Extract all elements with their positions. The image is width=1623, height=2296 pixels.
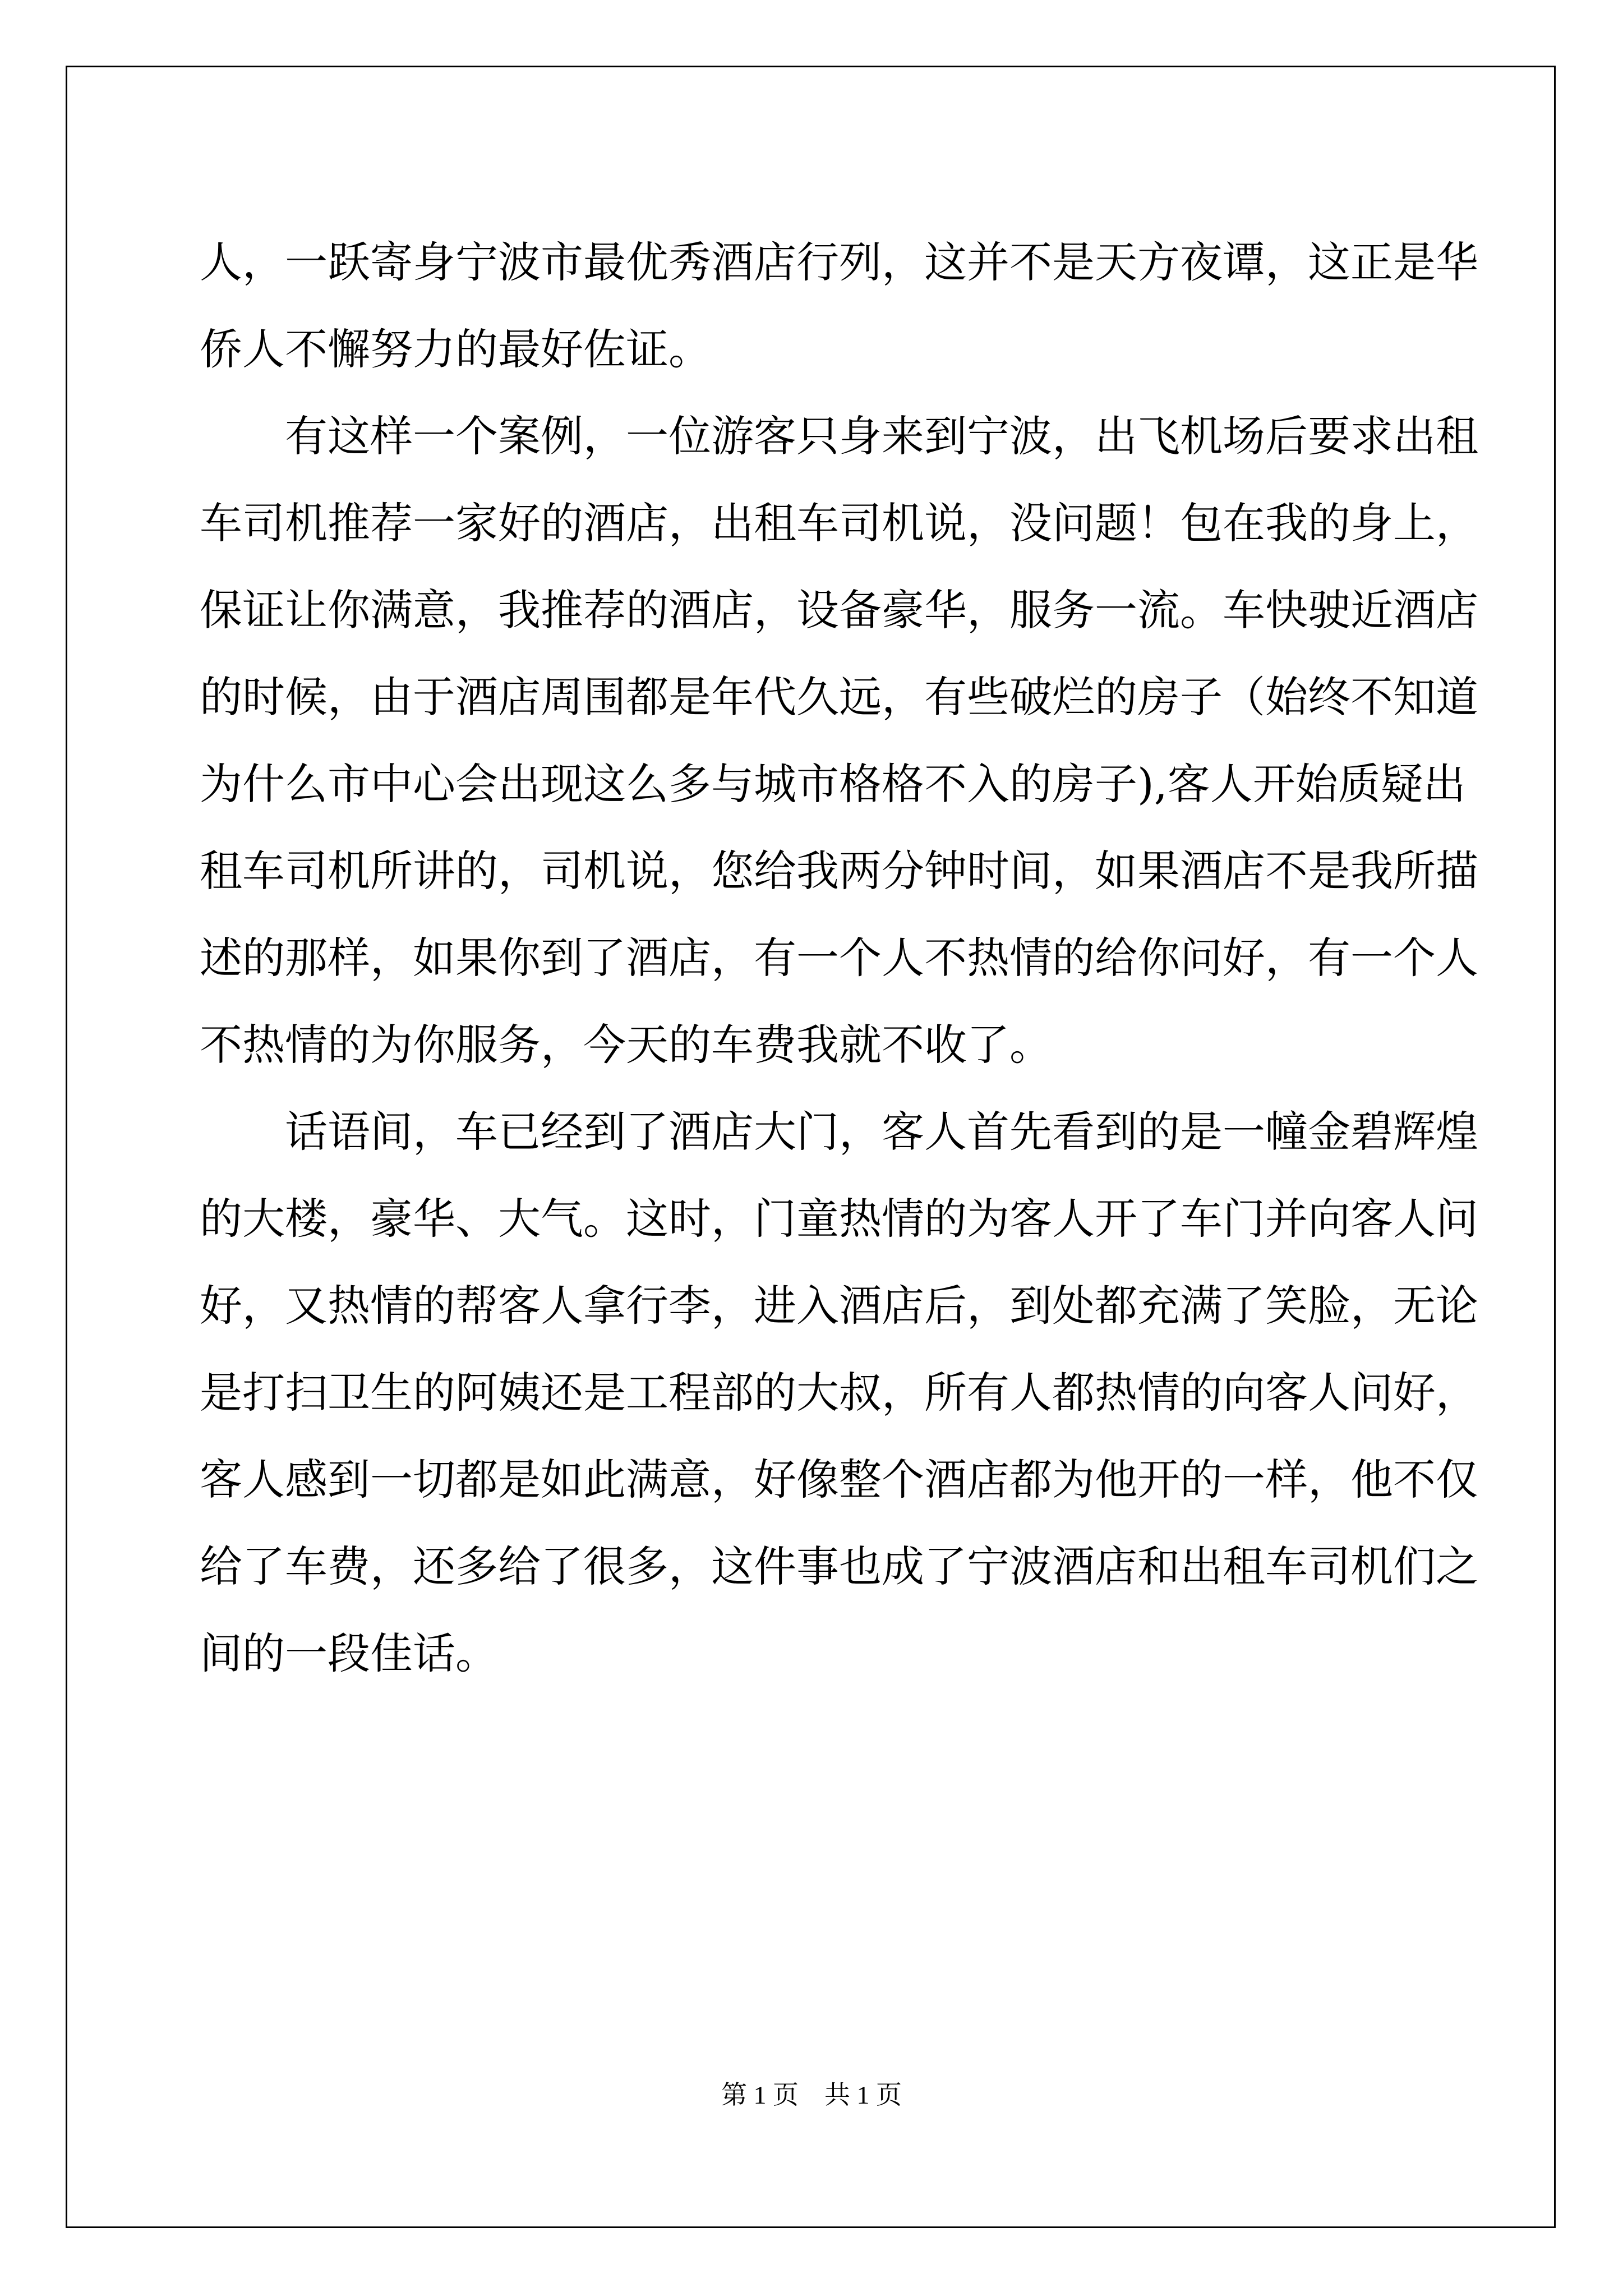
- text-line: 车司机推荐一家好的酒店，出租车司机说，没问题！包在我的身上，: [200, 498, 1478, 548]
- text-line: 的大楼，豪华、大气。这时，门童热情的为客人开了车门并向客人问: [200, 1194, 1478, 1244]
- text-line: 侨人不懈努力的最好佐证。: [200, 324, 711, 374]
- text-line: 有这样一个案例，一位游客只身来到宁波，出飞机场后要求出租: [285, 411, 1478, 461]
- text-line: 不热情的为你服务，今天的车费我就不收了。: [200, 1020, 1052, 1070]
- text-line: 人，一跃寄身宁波市最优秀酒店行列，这并不是天方夜谭，这正是华: [200, 237, 1478, 287]
- text-line: 话语间，车已经到了酒店大门，客人首先看到的是一幢金碧辉煌: [285, 1107, 1478, 1157]
- text-line: 租车司机所讲的，司机说，您给我两分钟时间，如果酒店不是我所描: [200, 846, 1478, 896]
- text-line: 保证让你满意，我推荐的酒店，设备豪华，服务一流。车快驶近酒店: [200, 585, 1478, 635]
- text-line: 客人感到一切都是如此满意，好像整个酒店都为他开的一样，他不仅: [200, 1455, 1478, 1504]
- text-line: 的时候，由于酒店周围都是年代久远，有些破烂的房子（始终不知道: [200, 672, 1478, 722]
- text-line: 好，又热情的帮客人拿行李，进入酒店后，到处都充满了笑脸，无论: [200, 1281, 1478, 1331]
- text-line: 给了车费，还多给了很多，这件事也成了宁波酒店和出租车司机们之: [200, 1542, 1478, 1591]
- page-footer: [0, 2078, 1623, 2112]
- text-line: 是打扫卫生的阿姨还是工程部的大叔，所有人都热情的向客人问好，: [200, 1368, 1478, 1418]
- page-number: 第 1 页: [721, 2081, 799, 2109]
- page-total: 共 1 页: [824, 2081, 902, 2109]
- text-line: 间的一段佳话。: [200, 1628, 498, 1678]
- document-body: [200, 219, 1478, 1697]
- text-line: 述的那样，如果你到了酒店，有一个人不热情的给你问好，有一个人: [200, 933, 1478, 983]
- text-line: 为什么市中心会出现这么多与城市格格不入的房子),客人开始质疑出: [200, 759, 1466, 809]
